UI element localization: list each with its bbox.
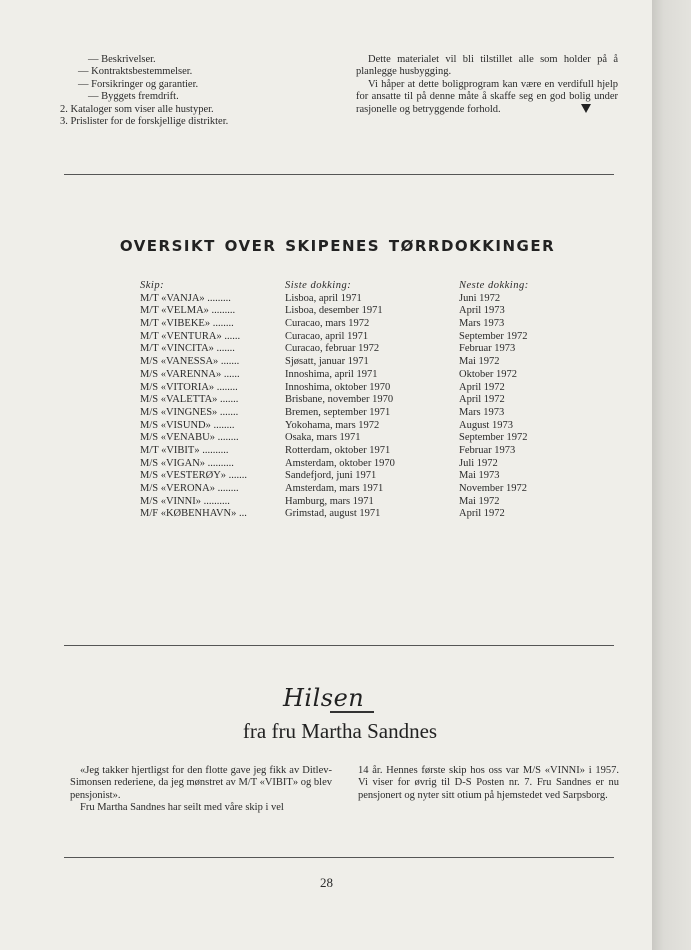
table-cell-ship: M/S «VISUND» ........ — [140, 419, 235, 431]
table-cell-last: Curacao, april 1971 — [285, 330, 369, 342]
table-cell-ship: M/S «VINGNES» ....... — [140, 406, 239, 418]
table-cell-next: Mai 1973 — [459, 470, 500, 482]
table-cell-last: Lisboa, desember 1971 — [285, 305, 383, 317]
table-cell-ship: M/T «VIBEKE» ........ — [140, 318, 234, 330]
column-header: Skip: — [140, 280, 165, 291]
end-triangle-icon — [581, 104, 591, 113]
column-last-docking — [285, 280, 455, 521]
greeting-title: Hilsen — [283, 684, 365, 712]
greeting-left-column — [70, 765, 332, 815]
table-cell-last: Curacao, mars 1972 — [285, 318, 370, 330]
table-cell-next: Mars 1973 — [459, 318, 505, 330]
table-cell-ship: M/F «KØBENHAVN» ... — [140, 508, 247, 520]
table-cell-last: Grimstad, august 1971 — [285, 508, 381, 520]
list-item: 3. Prislister for de forskjellige distrikter. — [60, 116, 229, 128]
table-cell-next: Mai 1972 — [459, 356, 500, 368]
table-cell-ship: M/S «VENABU» ........ — [140, 432, 239, 444]
table-cell-last: Amsterdam, mars 1971 — [285, 483, 384, 494]
table-cell-last: Amsterdam, oktober 1970 — [285, 457, 395, 469]
table-cell-last: Sandefjord, juni 1971 — [285, 470, 377, 482]
list-item: — Byggets fremdrift. — [88, 91, 179, 103]
list-item: — Forsikringer og garantier. — [78, 78, 199, 90]
table-cell-last: Curacao, februar 1972 — [285, 343, 380, 355]
column-ship — [140, 280, 295, 521]
table-cell-next: Mai 1972 — [459, 495, 500, 507]
table-cell-ship: M/S «VIGAN» .......... — [140, 457, 234, 469]
list-item: — Kontraktsbestemmelser. — [78, 66, 193, 78]
table-cell-next: April 1972 — [459, 508, 505, 520]
table-cell-ship: M/S «VANESSA» ....... — [140, 356, 240, 368]
table-cell-next: Oktober 1972 — [459, 368, 518, 380]
page-edge-shadow — [652, 0, 691, 950]
table-cell-last: Innoshima, april 1971 — [285, 368, 378, 380]
table-cell-ship: M/T «VENTURA» ...... — [140, 330, 241, 342]
section-divider — [64, 645, 614, 646]
section-divider — [64, 174, 614, 175]
greeting-right-column — [358, 765, 619, 802]
table-cell-ship: M/S «VESTERØY» ....... — [140, 470, 248, 482]
section-divider — [64, 857, 614, 858]
paragraph: Dette materialet vil bli tilstillet alle som holder på å planlegge husbygging. — [356, 54, 618, 78]
table-cell-ship: M/T «VANJA» ......... — [140, 292, 231, 304]
top-right-text — [356, 54, 618, 116]
table-cell-ship: M/S «VERONA» ........ — [140, 483, 239, 494]
flourish-underline — [330, 711, 374, 713]
column-next-docking — [459, 280, 579, 521]
paragraph: 14 år. Hennes første skip hos oss var M/S «VINNI» i 1957. Vi viser for øvrig til D-S Posten nr. 7. Fru Sandnes er nu pensjonert og nyter sitt otium på hjemstedet ved Sarpsborg. — [358, 765, 619, 801]
column-header: Siste dokking: — [285, 280, 352, 291]
table-cell-last: Innoshima, oktober 1970 — [285, 381, 391, 393]
table-cell-ship: M/T «VINCITA» ....... — [140, 343, 235, 355]
greeting-subtitle: fra fru Martha Sandnes — [242, 719, 438, 743]
table-cell-next: September 1972 — [459, 432, 528, 444]
table-cell-ship: M/T «VIBIT» .......... — [140, 444, 229, 456]
column-header: Neste dokking: — [459, 280, 529, 291]
paragraph: Vi håper at dette boligprogram kan være en verdifull hjelp for ansatte til på denne måte å skaffe seg en god bolig under rasjonelle og betryggende forhold. — [356, 78, 618, 115]
table-cell-last: Hamburg, mars 1971 — [285, 495, 374, 507]
table-cell-next: Juni 1972 — [459, 292, 501, 304]
table-cell-ship: M/S «VALETTA» ....... — [140, 394, 239, 406]
table-cell-next: August 1973 — [459, 419, 513, 431]
table-cell-next: Mars 1973 — [459, 406, 505, 418]
section-heading: oversikt over skipenes tørrdokkinger — [119, 232, 556, 256]
table-cell-next: April 1973 — [459, 305, 505, 317]
table-cell-last: Osaka, mars 1971 — [285, 432, 361, 444]
table-cell-next: April 1972 — [459, 381, 505, 393]
paragraph: Fru Martha Sandnes har seilt med våre skip i vel — [80, 802, 284, 814]
table-cell-next: November 1972 — [459, 483, 527, 494]
table-cell-next: Februar 1973 — [459, 343, 516, 355]
table-cell-next: April 1972 — [459, 394, 505, 406]
page-number: 28 — [320, 875, 333, 890]
table-cell-next: Juli 1972 — [459, 457, 498, 469]
table-cell-ship: M/S «VARENNA» ...... — [140, 368, 240, 380]
table-cell-ship: M/T «VELMA» ......... — [140, 305, 236, 317]
table-cell-last: Yokohama, mars 1972 — [285, 419, 380, 431]
table-cell-ship: M/S «VITORIA» ........ — [140, 381, 238, 393]
list-item: — Beskrivelser. — [88, 54, 156, 65]
top-left-list — [60, 54, 330, 128]
table-cell-last: Lisboa, april 1971 — [285, 292, 362, 304]
table-cell-last: Rotterdam, oktober 1971 — [285, 444, 391, 456]
table-cell-last: Brisbane, november 1970 — [285, 394, 394, 406]
table-cell-next: Februar 1973 — [459, 444, 516, 456]
paragraph: «Jeg takker hjertligst for den flotte gave jeg fikk av Ditlev-Simonsen rederiene, da jeg mønstret av M/T «VIBIT» og blev pensjonist». — [70, 765, 332, 801]
table-cell-next: September 1972 — [459, 330, 528, 342]
list-item: 2. Kataloger som viser alle hustyper. — [60, 103, 214, 115]
table-cell-last: Bremen, september 1971 — [285, 406, 391, 418]
table-cell-last: Sjøsatt, januar 1971 — [285, 356, 369, 368]
table-cell-ship: M/S «VINNI» .......... — [140, 495, 230, 507]
